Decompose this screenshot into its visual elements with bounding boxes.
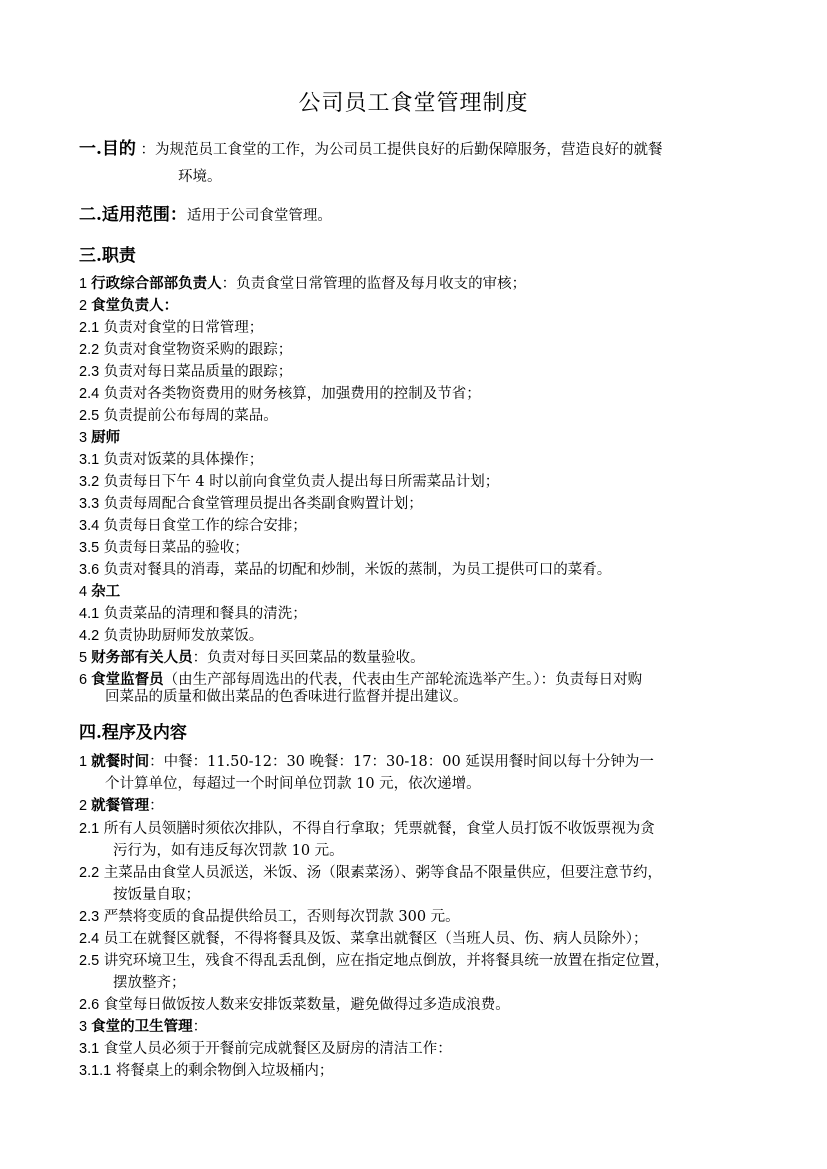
item-text: 负责对餐具的消毒，菜品的切配和炒制，米饭的蒸制，为员工提供可口的菜肴。	[99, 562, 612, 578]
item-number: 3	[79, 1019, 92, 1035]
item-text: ：中餐：11.50-12：30 晚餐：17：30-18：00 延误用餐时间以每十分钟为一	[149, 754, 654, 770]
item-number: 3	[79, 430, 92, 446]
list-item	[79, 1016, 207, 1038]
list-item	[79, 339, 292, 361]
section-text: 为规范员工食堂的工作，为公司员工提供良好的后勤保障服务，营造良好的就餐	[155, 142, 663, 158]
item-number: 2.3	[79, 909, 100, 925]
item-text: 食堂人员必须于开餐前完成就餐区及厨房的清洁工作：	[99, 1041, 452, 1057]
section-heading: 一.目的	[79, 139, 136, 159]
item-text: 负责每日食堂工作的综合安排；	[99, 518, 307, 534]
list-item	[79, 273, 526, 295]
item-text: ：负责食堂日常管理的监督及每月收支的审核；	[221, 276, 527, 292]
item-number: 3.1	[79, 452, 100, 468]
item-number: 2.1	[79, 821, 100, 837]
item-number: 2.3	[79, 364, 100, 380]
item-number: 1	[79, 276, 92, 292]
item-number: 3.3	[79, 496, 100, 512]
item-bold: 杂工	[91, 583, 121, 600]
item-number: 2.2	[79, 865, 100, 881]
item-text: 负责每日菜品的验收；	[99, 540, 249, 556]
item-bold: 就餐时间	[91, 753, 150, 770]
item-text: ：负责对每日买回菜品的数量验收。	[192, 650, 425, 666]
item-text: ：	[149, 798, 164, 814]
item-text: 负责菜品的清理和餐具的清洗；	[99, 606, 307, 622]
item-number: 2.6	[79, 997, 100, 1013]
item-number: 5	[79, 650, 92, 666]
list-item	[79, 493, 423, 515]
item-number: 1	[79, 754, 92, 770]
section-purpose	[79, 134, 663, 159]
list-item	[79, 383, 481, 405]
item-number: 2.5	[79, 408, 100, 424]
item-text: 负责对各类物资费用的财务核算，加强费用的控制及节省；	[99, 386, 481, 402]
list-item	[79, 818, 655, 840]
item-text: 员工在就餐区就餐，不得将餐具及饭、菜拿出就餐区（当班人员、伤、病人员除外）；	[99, 931, 648, 947]
item-bold: 行政综合部部负责人	[91, 275, 222, 292]
list-item-continued: 个计算单位，每超过一个时间单位罚款 10 元，依次递增。	[105, 776, 481, 792]
item-text: ：	[192, 1019, 208, 1035]
item-number: 2.5	[79, 953, 100, 969]
item-text: 负责每日下午 4 时以前向食堂负责人提出每日所需菜品计划；	[99, 474, 500, 490]
list-item	[79, 1060, 333, 1082]
list-item	[79, 559, 611, 581]
section-responsibilities-heading: 三.职责	[79, 246, 136, 266]
list-item	[79, 515, 307, 537]
item-bold: 食堂的卫生管理	[91, 1018, 193, 1035]
item-text: 食堂每日做饭按人数来安排饭菜数量，避免做得过多造成浪费。	[99, 997, 510, 1013]
item-text: 严禁将变质的食品提供给员工，否则每次罚款 300 元。	[99, 909, 460, 925]
section-separator: ：	[135, 142, 156, 158]
list-item	[79, 862, 662, 884]
item-bold: 厨师	[91, 429, 121, 446]
section-text-continued: 环境。	[178, 169, 222, 185]
item-bold: 就餐管理	[91, 797, 150, 814]
item-text: 负责对每日菜品质量的跟踪；	[99, 364, 293, 380]
item-text: 负责协助厨师发放菜饭。	[99, 628, 264, 644]
list-item	[79, 471, 499, 493]
list-item	[79, 928, 648, 950]
item-number: 2.4	[79, 931, 100, 947]
item-number: 6	[79, 672, 92, 688]
list-item	[79, 361, 292, 383]
item-number: 2.4	[79, 386, 100, 402]
item-text: 主菜品由食堂人员派送，米饭、汤（限素菜汤）、粥等食品不限量供应，但要注意节约，	[99, 865, 663, 881]
section-heading: 二.适用范围：	[79, 205, 187, 225]
list-item	[79, 603, 307, 625]
list-item	[79, 625, 263, 647]
item-number: 3.6	[79, 562, 100, 578]
item-text: 负责提前公布每周的菜品。	[99, 408, 278, 424]
section-procedures-heading: 四.程序及内容	[79, 723, 187, 743]
section-text: 适用于公司食堂管理。	[186, 208, 332, 224]
item-text: 讲究环境卫生，残食不得乱丢乱倒，应在指定地点倒放，并将餐具统一放置在指定位置，	[99, 953, 670, 969]
item-number: 3.2	[79, 474, 100, 490]
item-text: 负责每周配合食堂管理员提出各类副食购置计划；	[99, 496, 423, 512]
list-item	[79, 537, 249, 559]
item-number: 3.1	[79, 1041, 100, 1057]
list-item	[79, 647, 425, 669]
item-number: 4	[79, 584, 92, 600]
list-item	[79, 906, 460, 928]
list-item	[79, 581, 120, 603]
item-bold: 食堂负责人：	[91, 297, 179, 314]
list-item	[79, 795, 164, 817]
item-text: 负责对饭菜的具体操作；	[99, 452, 264, 468]
item-number: 3.1.1	[79, 1063, 112, 1079]
section-scope	[79, 200, 332, 225]
item-number: 2	[79, 298, 92, 314]
list-item-continued: 回菜品的质量和做出菜品的色香味进行监督并提出建议。	[105, 689, 468, 705]
item-text: 所有人员领膳时须依次排队，不得自行拿取；凭票就餐，食堂人员打饭不收饭票视为贪	[99, 821, 655, 837]
item-number: 2.1	[79, 320, 100, 336]
item-bold: 财务部有关人员	[91, 649, 193, 666]
list-item	[79, 1038, 452, 1060]
list-item	[79, 317, 263, 339]
list-item	[79, 295, 178, 317]
list-item-continued: 污行为，如有违反每次罚款 10 元。	[113, 843, 344, 859]
item-number: 4.1	[79, 606, 100, 622]
item-text: 将餐桌上的剩余物倒入垃圾桶内；	[111, 1063, 334, 1079]
item-number: 3.4	[79, 518, 100, 534]
list-item	[79, 449, 263, 471]
list-item-continued: 按饭量自取；	[113, 887, 200, 903]
item-bold: 食堂监督员	[91, 671, 164, 688]
item-text: 负责对食堂物资采购的跟踪；	[99, 342, 293, 358]
list-item	[79, 994, 510, 1016]
item-number: 4.2	[79, 628, 100, 644]
list-item-continued: 摆放整齐；	[113, 975, 186, 991]
list-item	[79, 427, 120, 449]
item-text: 负责对食堂的日常管理；	[99, 320, 264, 336]
item-number: 3.5	[79, 540, 100, 556]
list-item	[79, 751, 654, 773]
item-number: 2	[79, 798, 92, 814]
item-text: （由生产部每周选出的代表，代表由生产部轮流选举产生。）：负责每日对购	[163, 672, 643, 688]
list-item	[79, 950, 669, 972]
item-number: 2.2	[79, 342, 100, 358]
list-item	[79, 405, 278, 427]
page-title: 公司员工食堂管理制度	[298, 91, 529, 116]
